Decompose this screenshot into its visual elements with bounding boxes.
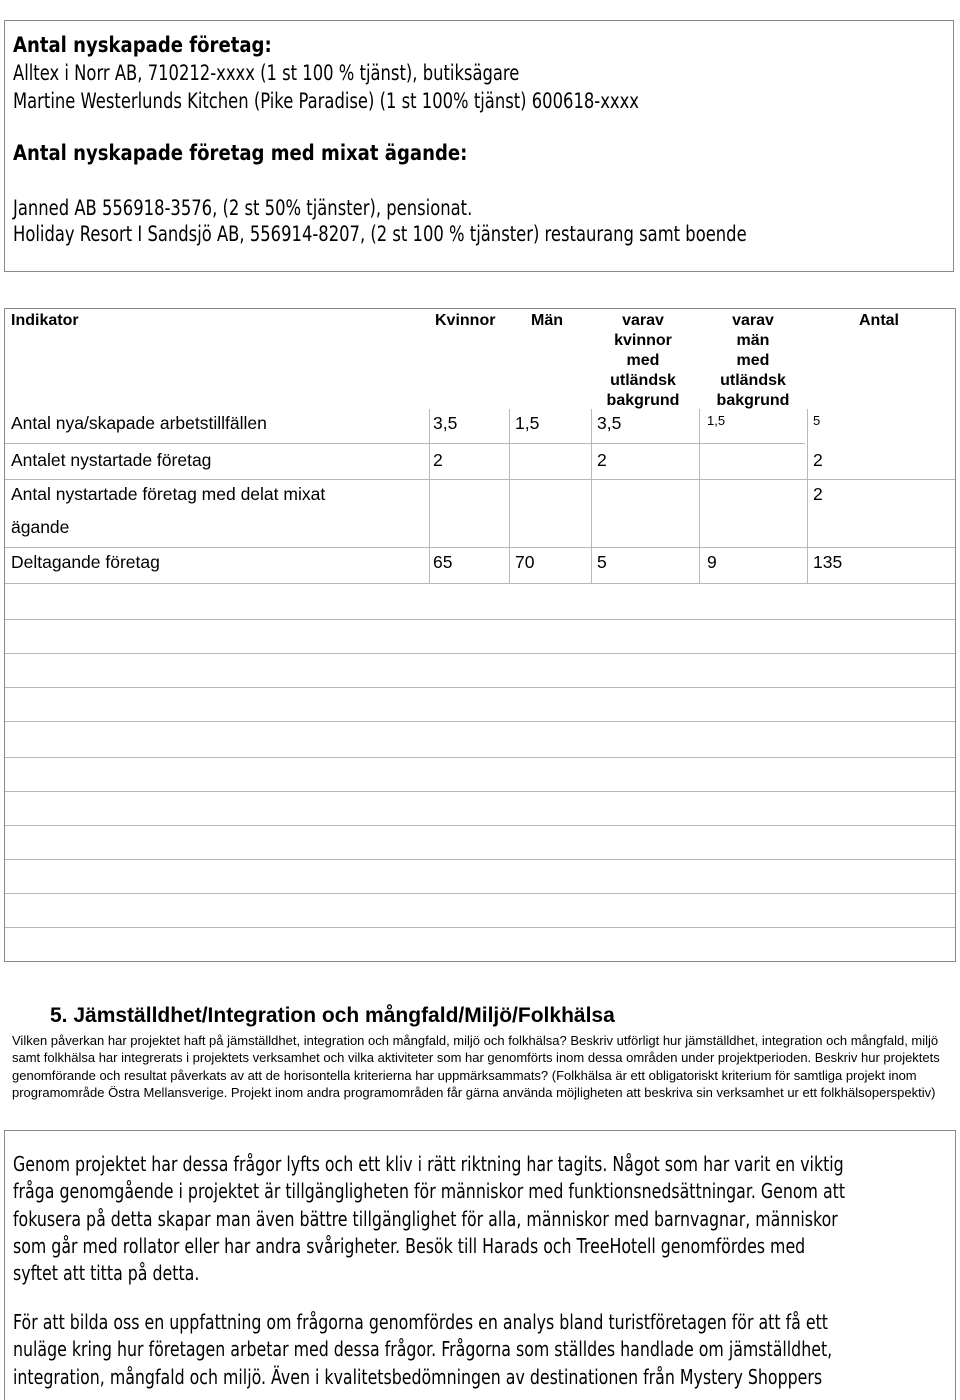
row-divider [5,791,955,792]
cell-man: 70 [515,552,535,572]
row-divider [5,619,955,620]
company-line: Janned AB 556918-3576, (2 st 50% tjänster), pensionat. [13,196,473,220]
paragraph-line: Genom projektet har dessa frågor lyfts och ett kliv i rätt riktning har tagits. Något som har varit en viktig [13,1152,844,1176]
row-divider [5,721,955,722]
new-companies-box [4,20,954,272]
paragraph-line: som går med rollator eller har andra svårigheter. Besök till Harads och TreeHotell genomfördes med [13,1233,806,1258]
cell-antal: 135 [813,552,843,572]
row-divider [5,893,955,894]
row-divider [5,687,955,688]
header-kvinnor: Kvinnor [435,312,496,329]
cell-varav-kvinnor: 2 [597,450,607,470]
header-varav-man [703,311,803,411]
cell-kvinnor: 65 [433,552,453,572]
company-line: Alltex i Norr AB, 710212-xxxx (1 st 100 % tjänst), butiksägare [13,61,520,85]
header-varav-kvinnor-line: varav [622,312,664,329]
row-divider [5,757,955,758]
paragraph-line: nuläge kring hur företagen arbetar med dessa frågor. Frågorna som ställdes handlade om jämställdhet, [13,1337,833,1362]
answer-box [4,1130,956,1400]
section5-intro: Vilken påverkan har projektet haft på jämställdhet, integration och mångfald, miljö och folkhälsa? Beskriv utförligt hur jämställdhet, integration och mångfald, miljö samt folkhälsa har integrerats i projektets verksamhet och vilka aktiviteter som har genomförts inom dessa områden under projektperioden. Beskriv hur projektets genomförande och resultat påverkats av att de horisontella kriterierna har uppmärksammats? (Folkhälsa är ett obligatoriskt kriterium för samtliga projekt inom programområde Östra Mellansverige. Projekt inom andra programområden får gärna använda möjligheten att beskriva sin verksamhet ur ett folkhälsoperspektiv) [12,1033,940,1100]
header-varav-kvinnor-line: utländsk [610,372,676,389]
row-divider [5,547,955,548]
row-divider [5,927,955,928]
header-varav-kvinnor-line: bakgrund [606,392,680,409]
cell-kvinnor: 2 [433,450,443,470]
paragraph-line: fråga genomgående i projektet är tillgängligheten för människor med funktionsnedsättningar. Genom att [13,1179,846,1204]
paragraph-line: fokusera på detta skapar man även bättre tillgänglighet för alla, människor med barnvagnar, människor [13,1206,838,1231]
header-varav-man-line: utländsk [720,372,786,389]
cell-man: 1,5 [515,413,540,433]
header-varav-man-line: bakgrund [716,392,790,409]
col-divider [699,409,700,583]
header-antal: Antal [859,312,899,329]
col-divider [509,409,510,583]
heading-mixed-ownership: Antal nyskapade företag med mixat ägande: [13,141,468,165]
row-label: Antalet nystartade företag [11,450,212,470]
cell-varav-man: 1,5 [707,413,726,428]
cell-varav-kvinnor: 3,5 [597,413,622,433]
col-divider [807,409,808,583]
cell-antal: 2 [813,450,823,470]
col-divider [429,409,430,583]
header-varav-kvinnor [593,311,693,411]
row-label: Deltagande företag [11,552,160,572]
row-divider [5,653,955,654]
header-varav-man-line: män [736,332,770,349]
header-man: Män [531,312,563,329]
cell-varav-man: 9 [707,552,717,572]
paragraph-line: För att bilda oss en uppfattning om frågorna genomfördes en analys bland turistföretagen för att få ett [13,1310,828,1334]
section5-title: 5. Jämställdhet/Integration och mångfald/Miljö/Folkhälsa [50,1004,615,1027]
cell-antal: 2 [813,484,823,504]
cell-antal: 5 [813,413,821,428]
heading-new-companies: Antal nyskapade företag: [13,33,272,57]
cell-varav-kvinnor: 5 [597,552,607,572]
row-divider [5,825,955,826]
row-label-cont: ägande [11,517,70,537]
header-varav-kvinnor-line: kvinnor [614,332,672,349]
company-line: Holiday Resort I Sandsjö AB, 556914-8207, (2 st 100 % tjänster) restaurang samt boende [13,222,747,246]
row-label: Antal nystartade företag med delat mixat [11,484,326,504]
row-label: Antal nya/skapade arbetstillfällen [11,413,267,433]
col-divider [591,409,592,583]
header-varav-kvinnor-line: med [626,352,660,369]
row-divider [5,479,955,480]
indicator-table [4,308,956,962]
cell-kvinnor: 3,5 [433,413,458,433]
answer-paragraph-2 [13,1309,960,1391]
row-divider [5,859,955,860]
header-varav-man-line: varav [732,312,774,329]
answer-paragraph-1 [13,1151,960,1287]
header-varav-man-line: med [736,352,770,369]
paragraph-line: integration, mångfald och miljö. Även i kvalitetsbedömningen av destinationen från Mystery Shoppers [13,1364,823,1389]
row-divider [5,583,955,584]
company-line: Martine Westerlunds Kitchen (Pike Paradise) (1 st 100% tjänst) 600618-xxxx [13,89,639,113]
row-divider [5,443,805,444]
header-indikator: Indikator [11,312,79,329]
paragraph-line: syftet att titta på detta. [13,1261,200,1286]
